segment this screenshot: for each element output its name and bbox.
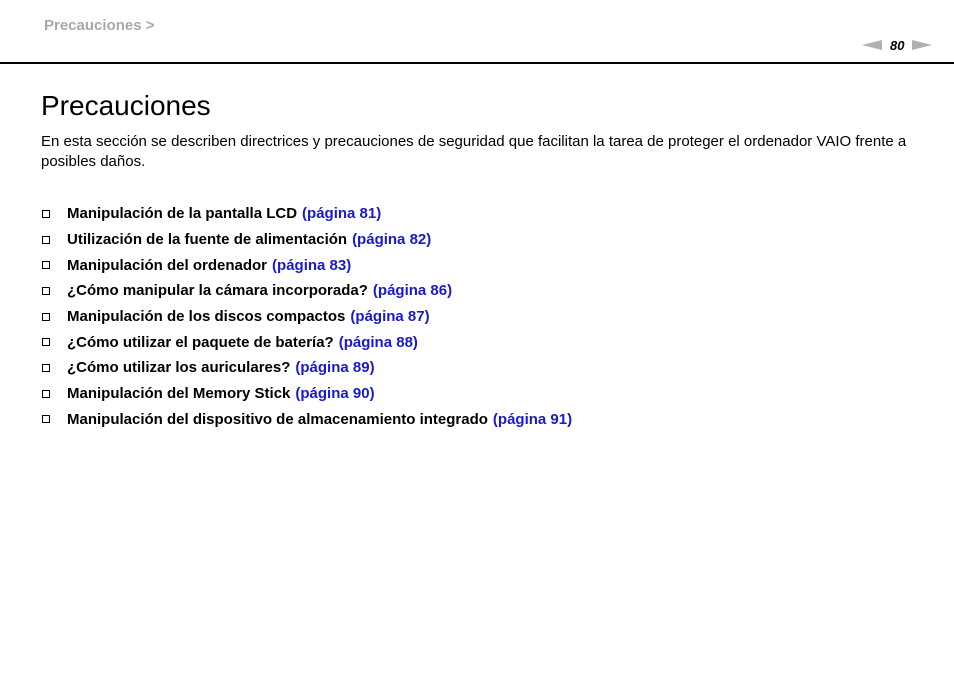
checkbox-bullet-icon <box>42 313 50 321</box>
item-text: Manipulación de los discos compactos <box>67 308 346 326</box>
item-text: Manipulación de la pantalla LCD <box>67 205 298 223</box>
item-text: ¿Cómo manipular la cámara incorporada? <box>67 282 368 300</box>
list-item <box>41 201 572 227</box>
checkbox-bullet-icon <box>42 415 50 423</box>
checkbox-bullet-icon <box>42 210 50 218</box>
item-text: ¿Cómo utilizar el paquete de batería? <box>67 333 334 351</box>
pager <box>862 37 932 53</box>
next-page-arrow-icon[interactable] <box>912 40 932 50</box>
page-link[interactable]: (página 83) <box>272 256 352 274</box>
item-text: Manipulación del Memory Stick <box>67 385 291 403</box>
breadcrumb[interactable]: Precauciones > <box>44 17 155 34</box>
item-text: Manipulación del dispositivo de almacenamiento integrado <box>67 410 488 428</box>
previous-page-arrow-icon[interactable] <box>862 40 882 50</box>
item-text: Manipulación del ordenador <box>67 256 268 274</box>
checkbox-bullet-icon <box>42 287 50 295</box>
list-item <box>41 381 572 407</box>
intro-paragraph: En esta sección se describen directrices y precauciones de seguridad que facilitan la tarea de proteger el ordenador VAIO frente a posibles daños. <box>41 133 907 170</box>
checkbox-bullet-icon <box>42 236 50 244</box>
page-link[interactable]: (página 82) <box>352 231 432 249</box>
list-item <box>41 355 572 381</box>
checkbox-bullet-icon <box>42 364 50 372</box>
page-link[interactable]: (página 81) <box>302 205 382 223</box>
checkbox-bullet-icon <box>42 390 50 398</box>
list-item <box>41 227 572 253</box>
list-item <box>41 278 572 304</box>
page-link[interactable]: (página 90) <box>295 385 375 403</box>
list-item <box>41 407 572 433</box>
checkbox-bullet-icon <box>42 261 50 269</box>
page-title: Precauciones <box>41 90 211 121</box>
page-link[interactable]: (página 89) <box>295 359 375 377</box>
page-link[interactable]: (página 91) <box>492 410 573 428</box>
item-text: Utilización de la fuente de alimentación <box>67 231 348 249</box>
item-text: ¿Cómo utilizar los auriculares? <box>67 359 291 377</box>
page-number: 80 <box>890 37 905 53</box>
page-link[interactable]: (página 87) <box>350 308 430 326</box>
list-item <box>41 329 572 355</box>
topic-list <box>41 201 572 432</box>
page-link[interactable]: (página 88) <box>338 333 418 351</box>
list-item <box>41 252 572 278</box>
page-link[interactable]: (página 86) <box>372 282 453 300</box>
checkbox-bullet-icon <box>42 338 50 346</box>
header-divider <box>0 62 954 64</box>
list-item <box>41 304 572 330</box>
